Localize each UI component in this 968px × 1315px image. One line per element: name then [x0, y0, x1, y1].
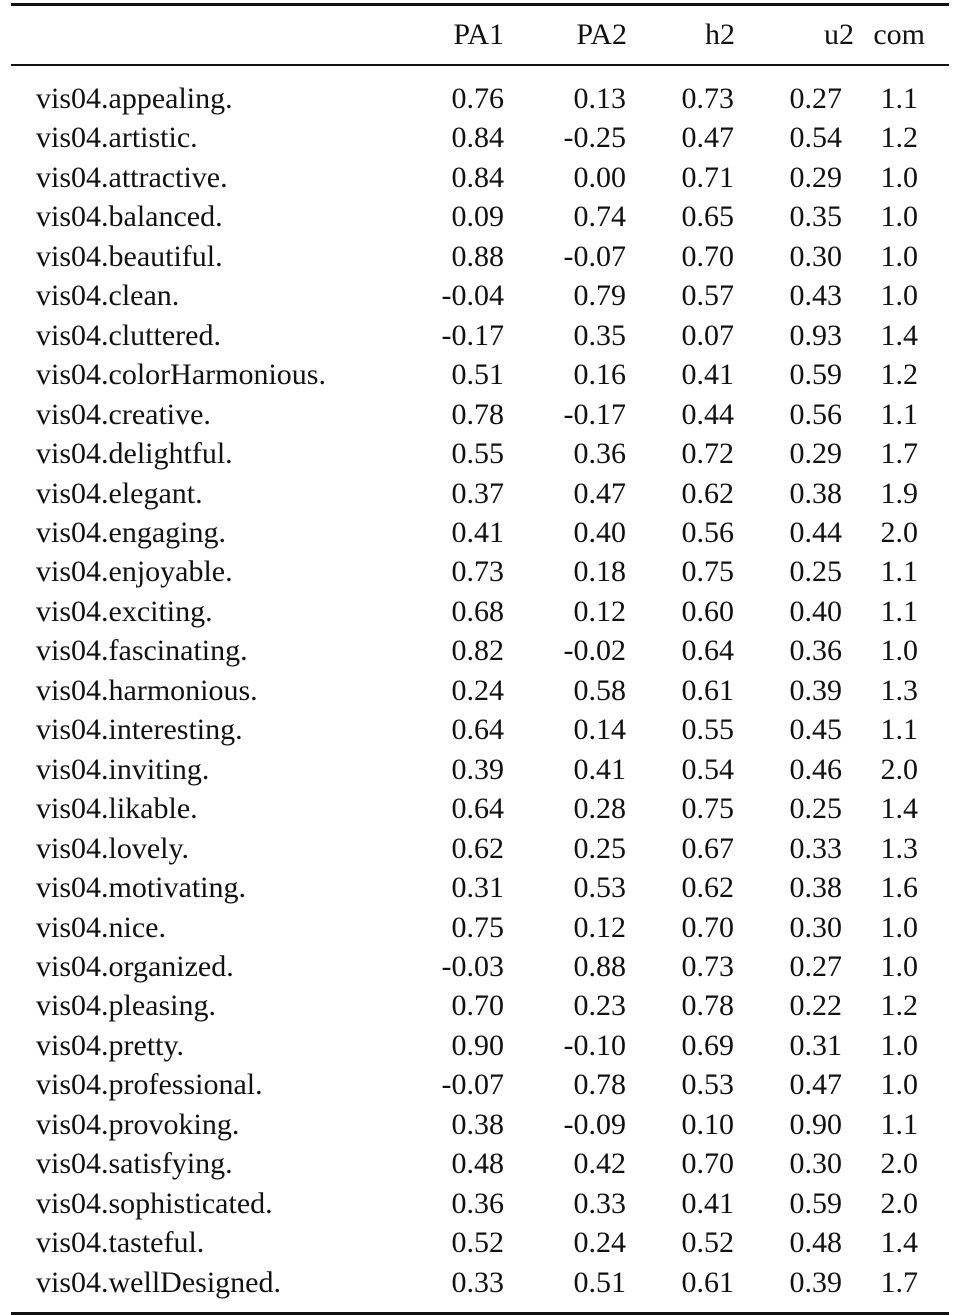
h2-cell: 0.75 — [681, 555, 734, 589]
com-cell: 1.6 — [880, 871, 918, 905]
item-name-cell: vis04.creative. — [36, 397, 211, 431]
pa1-cell: 0.51 — [451, 358, 504, 392]
pa1-cell: 0.76 — [451, 82, 504, 115]
pa2-cell: 0.40 — [573, 515, 626, 549]
item-name-cell: vis04.artistic. — [36, 121, 198, 155]
com-cell: 1.0 — [880, 910, 918, 944]
com-cell: 1.0 — [880, 949, 918, 983]
pa1-cell: 0.39 — [451, 752, 504, 786]
u2-cell: 0.30 — [789, 1147, 842, 1181]
item-name-cell: vis04.pleasing. — [36, 989, 216, 1023]
header-pa1: PA1 — [453, 18, 504, 51]
header-pa2: PA2 — [576, 18, 627, 51]
pa2-cell: 0.14 — [573, 713, 626, 747]
pa1-cell: 0.33 — [451, 1265, 504, 1299]
pa2-cell: 0.33 — [573, 1186, 626, 1220]
pa2-cell: 0.74 — [573, 200, 626, 234]
table-row — [11, 552, 949, 591]
pa2-cell: -0.09 — [563, 1107, 626, 1141]
pa2-cell: 0.12 — [573, 594, 626, 628]
pa2-cell: 0.28 — [573, 792, 626, 826]
item-name-cell: vis04.pretty. — [36, 1028, 185, 1062]
h2-cell: 0.10 — [681, 1107, 734, 1141]
u2-cell: 0.38 — [789, 476, 842, 510]
pa1-cell: 0.38 — [451, 1107, 504, 1141]
pa2-cell: 0.13 — [573, 82, 626, 115]
u2-cell: 0.90 — [789, 1107, 842, 1141]
pa1-cell: 0.36 — [451, 1186, 504, 1220]
pa2-cell: 0.79 — [573, 279, 626, 313]
u2-cell: 0.27 — [789, 82, 842, 115]
u2-cell: 0.36 — [789, 634, 842, 668]
h2-cell: 0.52 — [681, 1226, 734, 1260]
com-cell: 1.1 — [880, 82, 918, 115]
h2-cell: 0.67 — [681, 831, 734, 865]
h2-cell: 0.75 — [681, 792, 734, 826]
u2-cell: 0.22 — [789, 989, 842, 1023]
u2-cell: 0.39 — [789, 1265, 842, 1299]
pa2-cell: 0.58 — [573, 673, 626, 707]
header-com: com — [873, 18, 925, 51]
pa1-cell: 0.88 — [451, 239, 504, 273]
pa1-cell: 0.84 — [451, 160, 504, 194]
pa2-cell: 0.53 — [573, 871, 626, 905]
table-row — [11, 1105, 949, 1144]
u2-cell: 0.46 — [789, 752, 842, 786]
h2-cell: 0.61 — [681, 673, 734, 707]
loadings-body — [11, 66, 949, 1312]
pa1-cell: 0.82 — [451, 634, 504, 668]
u2-cell: 0.59 — [789, 1186, 842, 1220]
pa1-cell: 0.75 — [451, 910, 504, 944]
item-name-cell: vis04.cluttered. — [36, 318, 221, 352]
pa1-cell: 0.62 — [451, 831, 504, 865]
item-name-cell: vis04.nice. — [36, 910, 166, 944]
u2-cell: 0.47 — [789, 1068, 842, 1102]
u2-cell: 0.30 — [789, 239, 842, 273]
table-row — [11, 276, 949, 315]
h2-cell: 0.44 — [681, 397, 734, 431]
com-cell: 1.0 — [880, 160, 918, 194]
pa2-cell: 0.12 — [573, 910, 626, 944]
table-row — [11, 237, 949, 276]
pa1-cell: 0.68 — [451, 594, 504, 628]
pa1-cell: 0.70 — [451, 989, 504, 1023]
pa2-cell: 0.47 — [573, 476, 626, 510]
u2-cell: 0.39 — [789, 673, 842, 707]
h2-cell: 0.78 — [681, 989, 734, 1023]
item-name-cell: vis04.engaging. — [36, 515, 226, 549]
h2-cell: 0.55 — [681, 713, 734, 747]
pa1-cell: -0.07 — [441, 1068, 504, 1102]
com-cell: 2.0 — [880, 515, 918, 549]
header-item — [11, 6, 390, 64]
h2-cell: 0.56 — [681, 515, 734, 549]
pa2-cell: 0.41 — [573, 752, 626, 786]
u2-cell: 0.25 — [789, 792, 842, 826]
u2-cell: 0.29 — [789, 437, 842, 471]
com-cell: 1.9 — [880, 476, 918, 510]
item-name-cell: vis04.inviting. — [36, 752, 210, 786]
header-h2: h2 — [705, 18, 735, 51]
item-name-cell: vis04.professional. — [36, 1068, 263, 1102]
item-name-cell: vis04.elegant. — [36, 476, 203, 510]
pa1-cell: 0.84 — [451, 121, 504, 155]
pa1-cell: 0.31 — [451, 871, 504, 905]
com-cell: 1.3 — [880, 673, 918, 707]
table-row — [11, 1184, 949, 1223]
table-row — [11, 197, 949, 236]
pa2-cell: -0.10 — [563, 1028, 626, 1062]
com-cell: 1.2 — [880, 121, 918, 155]
table-row — [11, 66, 949, 118]
table-row — [11, 868, 949, 907]
pa2-cell: 0.16 — [573, 358, 626, 392]
h2-cell: 0.62 — [681, 871, 734, 905]
table-row — [11, 316, 949, 355]
com-cell: 1.1 — [880, 397, 918, 431]
pa1-cell: -0.04 — [441, 279, 504, 313]
item-name-cell: vis04.harmonious. — [36, 673, 258, 707]
item-name-cell: vis04.tasteful. — [36, 1226, 205, 1260]
pa1-cell: 0.24 — [451, 673, 504, 707]
table-row — [11, 671, 949, 710]
table-row — [11, 118, 949, 157]
table-row — [11, 158, 949, 197]
com-cell: 1.0 — [880, 1028, 918, 1062]
pa2-cell: 0.00 — [573, 160, 626, 194]
h2-cell: 0.57 — [681, 279, 734, 313]
h2-cell: 0.70 — [681, 1147, 734, 1181]
com-cell: 2.0 — [880, 1147, 918, 1181]
com-cell: 1.7 — [880, 437, 918, 471]
pa1-cell: 0.52 — [451, 1226, 504, 1260]
pa2-cell: 0.78 — [573, 1068, 626, 1102]
h2-cell: 0.47 — [681, 121, 734, 155]
item-name-cell: vis04.interesting. — [36, 713, 243, 747]
pa1-cell: 0.90 — [451, 1028, 504, 1062]
item-name-cell: vis04.lovely. — [36, 831, 190, 865]
pa2-cell: -0.02 — [563, 634, 626, 668]
u2-cell: 0.40 — [789, 594, 842, 628]
pa1-cell: 0.55 — [451, 437, 504, 471]
u2-cell: 0.27 — [789, 949, 842, 983]
pa1-cell: 0.09 — [451, 200, 504, 234]
table-row — [11, 789, 949, 828]
item-name-cell: vis04.colorHarmonious. — [36, 358, 326, 392]
com-cell: 1.3 — [880, 831, 918, 865]
u2-cell: 0.35 — [789, 200, 842, 234]
header-row — [11, 6, 949, 64]
table-row — [11, 986, 949, 1025]
table-row — [11, 1223, 949, 1262]
h2-cell: 0.73 — [681, 82, 734, 115]
item-name-cell: vis04.fascinating. — [36, 634, 248, 668]
pa2-cell: 0.35 — [573, 318, 626, 352]
h2-cell: 0.41 — [681, 358, 734, 392]
u2-cell: 0.54 — [789, 121, 842, 155]
u2-cell: 0.43 — [789, 279, 842, 313]
pa1-cell: 0.64 — [451, 792, 504, 826]
item-name-cell: vis04.delightful. — [36, 437, 233, 471]
h2-cell: 0.72 — [681, 437, 734, 471]
h2-cell: 0.70 — [681, 910, 734, 944]
pa2-cell: 0.88 — [573, 949, 626, 983]
com-cell: 1.7 — [880, 1265, 918, 1299]
com-cell: 1.0 — [880, 200, 918, 234]
item-name-cell: vis04.organized. — [36, 949, 234, 983]
table-row — [11, 355, 949, 394]
com-cell: 1.4 — [880, 1226, 918, 1260]
table-row — [11, 434, 949, 473]
com-cell: 1.2 — [880, 358, 918, 392]
pa1-cell: -0.03 — [441, 949, 504, 983]
table-row — [11, 829, 949, 868]
com-cell: 1.0 — [880, 279, 918, 313]
table-row — [11, 513, 949, 552]
pa2-cell: -0.07 — [563, 239, 626, 273]
h2-cell: 0.53 — [681, 1068, 734, 1102]
com-cell: 1.1 — [880, 1107, 918, 1141]
table-row — [11, 592, 949, 631]
pa2-cell: 0.36 — [573, 437, 626, 471]
pa1-cell: 0.78 — [451, 397, 504, 431]
pa2-cell: 0.51 — [573, 1265, 626, 1299]
h2-cell: 0.70 — [681, 239, 734, 273]
com-cell: 1.1 — [880, 555, 918, 589]
item-name-cell: vis04.satisfying. — [36, 1147, 233, 1181]
table-row — [11, 1026, 949, 1065]
table-row — [11, 1065, 949, 1104]
h2-cell: 0.71 — [681, 160, 734, 194]
item-name-cell: vis04.sophisticated. — [36, 1186, 273, 1220]
table-row — [11, 947, 949, 986]
item-name-cell: vis04.wellDesigned. — [36, 1265, 281, 1299]
pa2-cell: 0.42 — [573, 1147, 626, 1181]
u2-cell: 0.56 — [789, 397, 842, 431]
u2-cell: 0.59 — [789, 358, 842, 392]
pa2-cell: 0.18 — [573, 555, 626, 589]
com-cell: 1.2 — [880, 989, 918, 1023]
table-row — [11, 395, 949, 434]
item-name-cell: vis04.motivating. — [36, 871, 246, 905]
item-name-cell: vis04.beautiful. — [36, 239, 223, 273]
h2-cell: 0.73 — [681, 949, 734, 983]
table-row — [11, 474, 949, 513]
item-name-cell: vis04.provoking. — [36, 1107, 240, 1141]
item-name-cell: vis04.likable. — [36, 792, 198, 826]
item-name-cell: vis04.attractive. — [36, 160, 228, 194]
u2-cell: 0.31 — [789, 1028, 842, 1062]
com-cell: 1.0 — [880, 239, 918, 273]
pa2-cell: 0.24 — [573, 1226, 626, 1260]
u2-cell: 0.33 — [789, 831, 842, 865]
com-cell: 1.0 — [880, 634, 918, 668]
item-name-cell: vis04.clean. — [36, 279, 180, 313]
header-u2: u2 — [824, 18, 854, 51]
pa1-cell: -0.17 — [441, 318, 504, 352]
table-row — [11, 750, 949, 789]
table-row — [11, 631, 949, 670]
pa1-cell: 0.64 — [451, 713, 504, 747]
com-cell: 1.1 — [880, 594, 918, 628]
table-row — [11, 908, 949, 947]
h2-cell: 0.54 — [681, 752, 734, 786]
pa1-cell: 0.48 — [451, 1147, 504, 1181]
u2-cell: 0.93 — [789, 318, 842, 352]
com-cell: 1.0 — [880, 1068, 918, 1102]
h2-cell: 0.60 — [681, 594, 734, 628]
com-cell: 1.1 — [880, 713, 918, 747]
pa1-cell: 0.37 — [451, 476, 504, 510]
pa2-cell: -0.17 — [563, 397, 626, 431]
pa1-cell: 0.73 — [451, 555, 504, 589]
u2-cell: 0.30 — [789, 910, 842, 944]
h2-cell: 0.41 — [681, 1186, 734, 1220]
h2-cell: 0.64 — [681, 634, 734, 668]
u2-cell: 0.25 — [789, 555, 842, 589]
h2-cell: 0.62 — [681, 476, 734, 510]
u2-cell: 0.45 — [789, 713, 842, 747]
u2-cell: 0.29 — [789, 160, 842, 194]
u2-cell: 0.44 — [789, 515, 842, 549]
item-name-cell: vis04.balanced. — [36, 200, 223, 234]
item-name-cell: vis04.exciting. — [36, 594, 213, 628]
com-cell: 2.0 — [880, 1186, 918, 1220]
com-cell: 1.4 — [880, 318, 918, 352]
pa2-cell: -0.25 — [563, 121, 626, 155]
loadings-table — [11, 6, 949, 64]
h2-cell: 0.61 — [681, 1265, 734, 1299]
h2-cell: 0.65 — [681, 200, 734, 234]
pa2-cell: 0.23 — [573, 989, 626, 1023]
pa1-cell: 0.41 — [451, 515, 504, 549]
u2-cell: 0.38 — [789, 871, 842, 905]
table-row — [11, 710, 949, 749]
com-cell: 1.4 — [880, 792, 918, 826]
table-row — [11, 1263, 949, 1312]
item-name-cell: vis04.enjoyable. — [36, 555, 233, 589]
pa2-cell: 0.25 — [573, 831, 626, 865]
item-name-cell: vis04.appealing. — [36, 82, 233, 115]
u2-cell: 0.48 — [789, 1226, 842, 1260]
com-cell: 2.0 — [880, 752, 918, 786]
h2-cell: 0.07 — [681, 318, 734, 352]
h2-cell: 0.69 — [681, 1028, 734, 1062]
factor-loadings-table — [11, 3, 949, 1315]
table-row — [11, 1144, 949, 1183]
